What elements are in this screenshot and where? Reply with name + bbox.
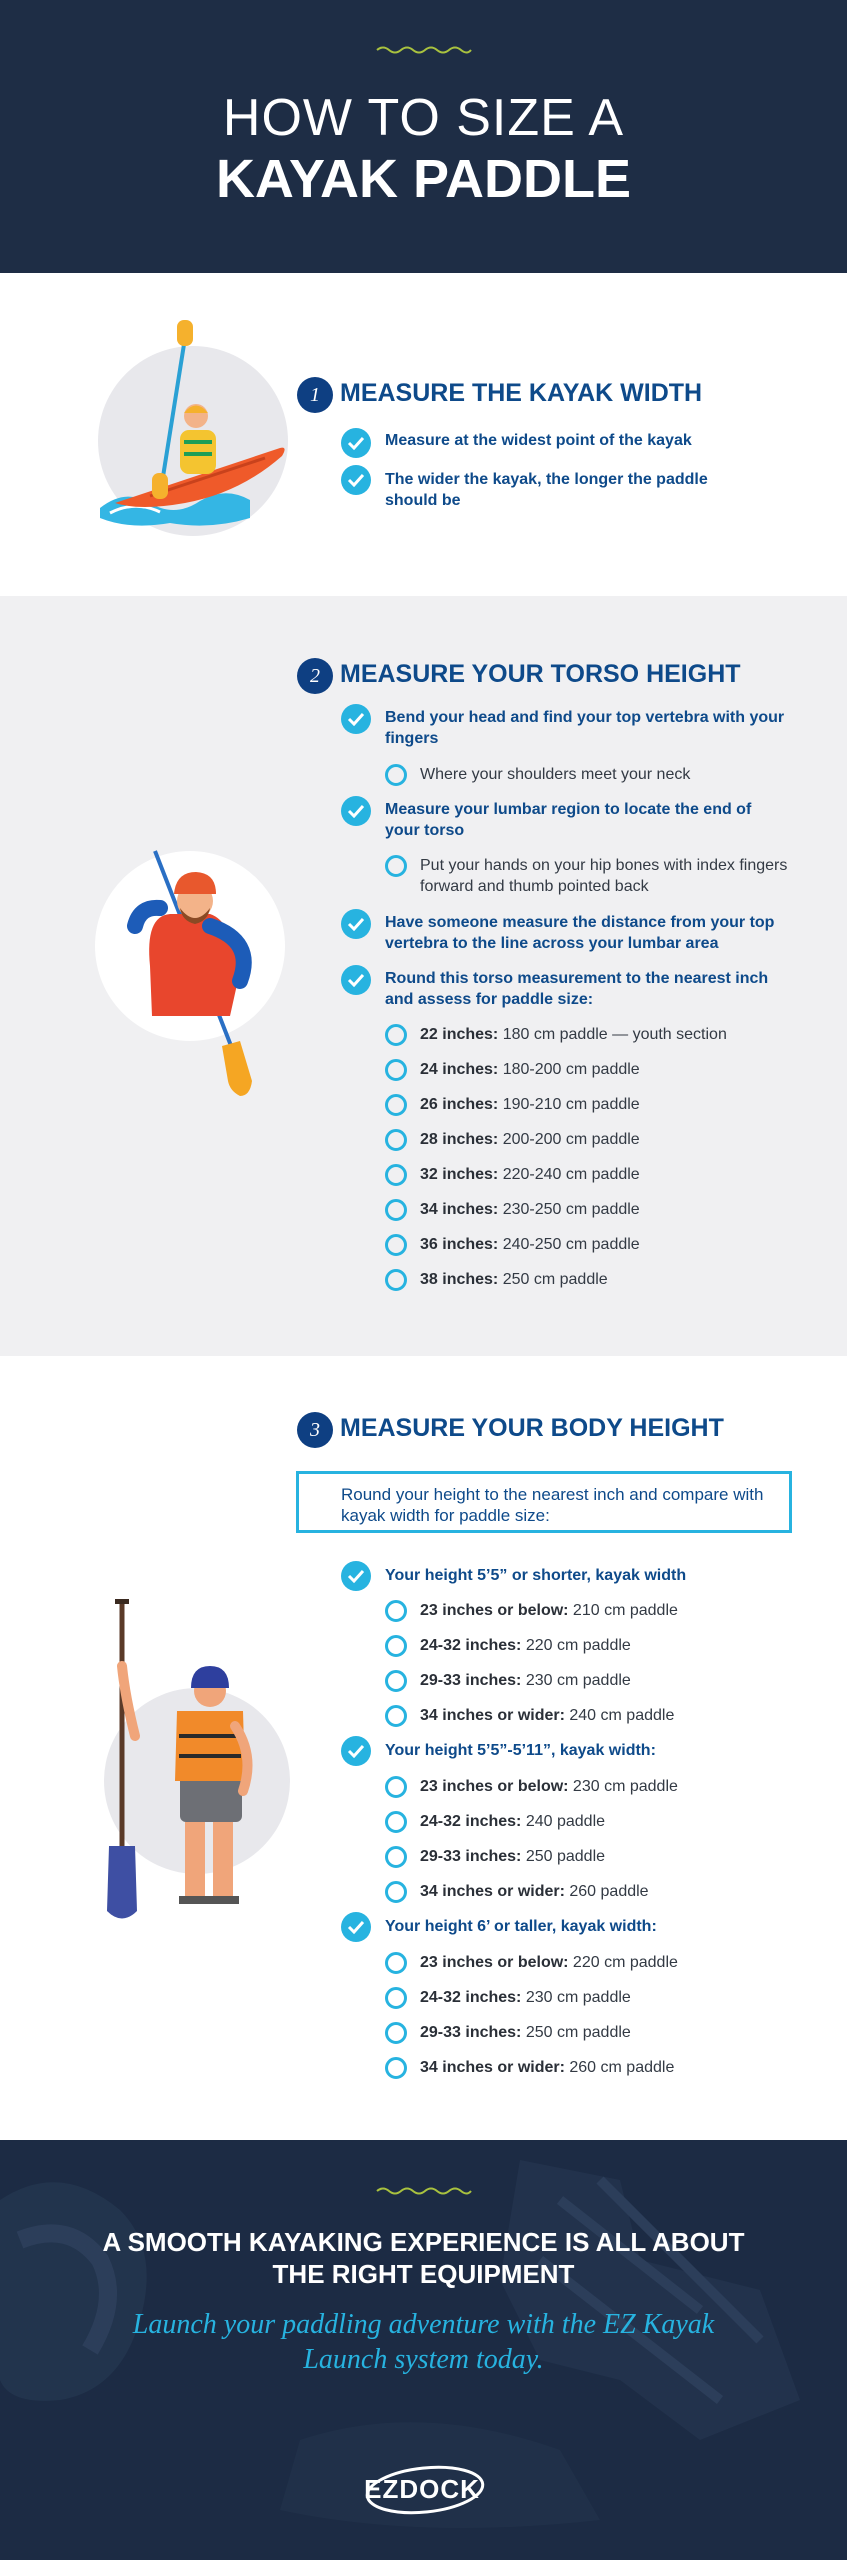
torso-size-row: 32 inches: 220-240 cm paddle [420, 1166, 640, 1183]
circle-bullet-icon [385, 2022, 407, 2044]
step-number-1: 1 [297, 377, 333, 413]
height-size-row: 34 inches or wider: 260 cm paddle [420, 2059, 675, 2076]
height-callout-text: Round your height to the nearest inch and compare with kayak width for paddle size: [341, 1485, 764, 1525]
height-size-row: 24-32 inches: 220 cm paddle [420, 1637, 631, 1654]
step1-check-1: Measure at the widest point of the kayak [385, 432, 692, 449]
check-icon [341, 796, 371, 826]
torso-size-row: 38 inches: 250 cm paddle [420, 1271, 608, 1288]
header-banner [0, 0, 847, 273]
logo-wordmark: EZDOCK [364, 2474, 480, 2504]
step1-title: MEASURE THE KAYAK WIDTH [340, 379, 703, 407]
torso-size-row: 24 inches: 180-200 cm paddle [420, 1061, 640, 1078]
height-callout-box [296, 1471, 792, 1533]
torso-size-row: 28 inches: 200-200 cm paddle [420, 1131, 640, 1148]
circle-bullet-icon [385, 1269, 407, 1291]
check-icon [341, 465, 371, 495]
circle-bullet-icon [385, 1635, 407, 1657]
page-title-line1: HOW TO SIZE A [222, 89, 625, 147]
step-number-3: 3 [297, 1412, 333, 1448]
circle-bullet-icon [385, 1059, 407, 1081]
section-kayak-width [0, 273, 847, 596]
circle-bullet-icon [385, 764, 407, 786]
step2-title: MEASURE YOUR TORSO HEIGHT [340, 660, 741, 688]
step1-check-2: The wider the kayak, the longer the paddle should be [385, 471, 708, 509]
torso-size-row: 34 inches: 230-250 cm paddle [420, 1201, 640, 1218]
step2-check-3: Have someone measure the distance from your top vertebra to the line across your lumbar area [385, 914, 775, 952]
height-size-row: 29-33 inches: 250 cm paddle [420, 2024, 631, 2041]
circle-bullet-icon [385, 1670, 407, 1692]
height-group-heading: Your height 6’ or taller, kayak width: [385, 1918, 657, 1935]
circle-bullet-icon [385, 1776, 407, 1798]
height-size-row: 24-32 inches: 240 paddle [420, 1813, 606, 1830]
height-size-row: 23 inches or below: 230 cm paddle [420, 1778, 678, 1795]
footer-subtitle-line1: Launch your paddling adventure with the EZ Kayak [132, 2309, 715, 2340]
check-icon [341, 965, 371, 995]
circle-bullet-icon [385, 1024, 407, 1046]
height-size-row: 23 inches or below: 220 cm paddle [420, 1954, 678, 1971]
step2-sub-2: Put your hands on your hip bones with index fingers forward and thumb pointed back [420, 857, 788, 895]
circle-bullet-icon [385, 1164, 407, 1186]
circle-bullet-icon [385, 1705, 407, 1727]
wave-ornament-icon [375, 2185, 472, 2197]
circle-bullet-icon [385, 855, 407, 877]
torso-size-row: 36 inches: 240-250 cm paddle [420, 1236, 640, 1253]
check-icon [341, 1561, 371, 1591]
height-group-heading: Your height 5’5” or shorter, kayak width [385, 1567, 687, 1584]
height-size-row: 34 inches or wider: 240 cm paddle [420, 1707, 675, 1724]
footer-title-line1: A SMOOTH KAYAKING EXPERIENCE IS ALL ABOUT [102, 2227, 745, 2257]
step2-sub-1: Where your shoulders meet your neck [420, 766, 691, 783]
ezdock-logo [357, 2462, 487, 2518]
footer-title-line2: THE RIGHT EQUIPMENT [272, 2259, 575, 2289]
check-icon [341, 704, 371, 734]
footer-subtitle-line2: Launch system today. [303, 2344, 544, 2375]
height-size-row: 34 inches or wider: 260 paddle [420, 1883, 649, 1900]
paddler-torso-illustration [90, 846, 290, 1111]
step3-title: MEASURE YOUR BODY HEIGHT [340, 1414, 724, 1442]
circle-bullet-icon [385, 1234, 407, 1256]
wave-ornament-icon [375, 44, 472, 56]
circle-bullet-icon [385, 1600, 407, 1622]
height-size-row: 23 inches or below: 210 cm paddle [420, 1602, 678, 1619]
page-title-line2: KAYAK PADDLE [215, 149, 632, 209]
paddler-standing-illustration [95, 1596, 295, 1926]
check-icon [341, 1912, 371, 1942]
step2-check-2: Measure your lumbar region to locate the end of your torso [385, 801, 752, 839]
check-icon [341, 428, 371, 458]
height-size-row: 29-33 inches: 250 paddle [420, 1848, 606, 1865]
check-icon [341, 1736, 371, 1766]
height-size-row: 29-33 inches: 230 cm paddle [420, 1672, 631, 1689]
kayaker-illustration [90, 318, 300, 543]
section-torso-height [0, 596, 847, 1356]
check-icon [341, 909, 371, 939]
circle-bullet-icon [385, 2057, 407, 2079]
circle-bullet-icon [385, 1199, 407, 1221]
torso-size-row: 22 inches: 180 cm paddle — youth section [420, 1026, 727, 1043]
step2-check-1: Bend your head and find your top vertebra with your fingers [385, 709, 785, 747]
circle-bullet-icon [385, 1811, 407, 1833]
torso-size-row: 26 inches: 190-210 cm paddle [420, 1096, 640, 1113]
height-size-row: 24-32 inches: 230 cm paddle [420, 1989, 631, 2006]
circle-bullet-icon [385, 1987, 407, 2009]
height-group-heading: Your height 5’5”-5’11”, kayak width: [385, 1742, 656, 1759]
step-number-2: 2 [297, 658, 333, 694]
circle-bullet-icon [385, 1846, 407, 1868]
circle-bullet-icon [385, 1881, 407, 1903]
step2-check-4: Round this torso measurement to the nearest inch and assess for paddle size: [385, 970, 769, 1008]
circle-bullet-icon [385, 1094, 407, 1116]
circle-bullet-icon [385, 1952, 407, 1974]
circle-bullet-icon [385, 1129, 407, 1151]
